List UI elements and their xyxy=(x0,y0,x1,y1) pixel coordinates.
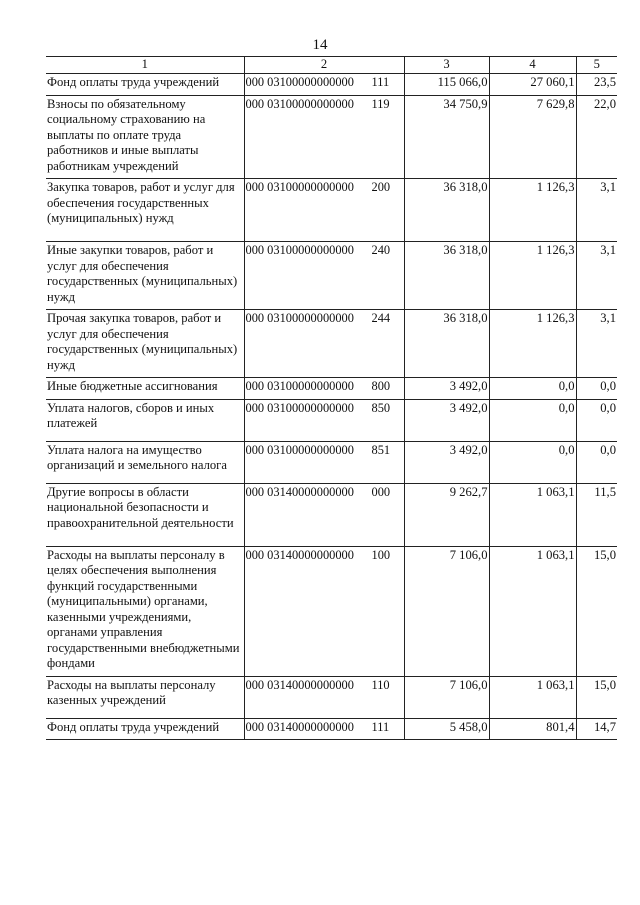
table-row xyxy=(46,378,617,400)
table-row xyxy=(46,718,617,740)
budget-code: 000 03140000000000 xyxy=(245,719,354,734)
expense-type-code: 800 xyxy=(371,379,391,393)
row-name-cell: Уплата налога на имущество организаций и земельного налога xyxy=(46,441,244,483)
row-percent-cell: 15,0 xyxy=(576,546,617,676)
column-header: 3 xyxy=(404,57,489,74)
table-row xyxy=(46,546,617,676)
row-name-cell: Расходы на выплаты персоналу казенных учреждений xyxy=(46,676,244,718)
row-code-cell xyxy=(244,74,404,96)
row-name-cell: Иные бюджетные ассигнования xyxy=(46,378,244,400)
row-plan-cell: 3 492,0 xyxy=(404,399,489,441)
budget-code: 000 03140000000000 xyxy=(245,484,354,499)
row-code-cell xyxy=(244,95,404,179)
table-row xyxy=(46,242,617,310)
row-code-cell xyxy=(244,546,404,676)
budget-code: 000 03100000000000 xyxy=(245,75,354,89)
row-fact-cell: 1 126,3 xyxy=(489,310,576,378)
table-row xyxy=(46,483,617,546)
budget-code: 000 03100000000000 xyxy=(245,311,354,325)
row-fact-cell: 1 126,3 xyxy=(489,242,576,310)
row-plan-cell: 3 492,0 xyxy=(404,441,489,483)
row-code-cell xyxy=(244,676,404,718)
row-plan-cell: 115 066,0 xyxy=(404,74,489,96)
row-name-cell: Закупка товаров, работ и услуг для обеспечения государственных (муниципальных) нужд xyxy=(46,179,244,242)
row-fact-cell: 1 126,3 xyxy=(489,179,576,242)
row-code-cell xyxy=(244,483,404,546)
row-percent-cell: 14,7 xyxy=(576,718,617,740)
row-percent-cell: 0,0 xyxy=(576,378,617,400)
row-percent-cell: 22,0 xyxy=(576,95,617,179)
row-fact-cell: 7 629,8 xyxy=(489,95,576,179)
expense-type-code: 000 xyxy=(371,484,391,499)
row-plan-cell: 3 492,0 xyxy=(404,378,489,400)
row-fact-cell: 0,0 xyxy=(489,441,576,483)
row-name-cell: Уплата налогов, сборов и иных платежей xyxy=(46,399,244,441)
expense-type-code: 111 xyxy=(371,719,390,734)
row-name-cell: Фонд оплаты труда учреждений xyxy=(46,74,244,96)
row-fact-cell: 27 060,1 xyxy=(489,74,576,96)
row-fact-cell: 1 063,1 xyxy=(489,546,576,676)
expense-type-code: 240 xyxy=(371,243,391,257)
row-percent-cell: 3,1 xyxy=(576,310,617,378)
table-row xyxy=(46,676,617,718)
budget-code: 000 03100000000000 xyxy=(245,400,354,415)
expense-type-code: 850 xyxy=(371,400,391,415)
expense-type-code: 200 xyxy=(371,180,391,194)
budget-code: 000 03140000000000 xyxy=(245,547,354,562)
table-row xyxy=(46,310,617,378)
page-number: 14 xyxy=(312,37,328,53)
expense-type-code: 244 xyxy=(371,311,391,325)
budget-code: 000 03100000000000 xyxy=(245,180,354,194)
row-percent-cell: 0,0 xyxy=(576,441,617,483)
row-percent-cell: 3,1 xyxy=(576,179,617,242)
row-fact-cell: 0,0 xyxy=(489,378,576,400)
table-row xyxy=(46,95,617,179)
budget-code: 000 03140000000000 xyxy=(245,677,354,692)
row-code-cell xyxy=(244,179,404,242)
table-row xyxy=(46,441,617,483)
row-code-cell xyxy=(244,242,404,310)
row-code-cell xyxy=(244,441,404,483)
column-header: 4 xyxy=(489,57,576,74)
budget-code: 000 03100000000000 xyxy=(245,379,354,393)
row-percent-cell: 3,1 xyxy=(576,242,617,310)
row-plan-cell: 36 318,0 xyxy=(404,179,489,242)
budget-table xyxy=(46,56,617,740)
row-plan-cell: 5 458,0 xyxy=(404,718,489,740)
row-code-cell xyxy=(244,718,404,740)
table-row xyxy=(46,399,617,441)
row-fact-cell: 801,4 xyxy=(489,718,576,740)
row-code-cell xyxy=(244,310,404,378)
row-name-cell: Взносы по обязательному социальному страхованию на выплаты по оплате труда работников и иные выплаты работникам учреждений xyxy=(46,95,244,179)
row-name-cell: Другие вопросы в области национальной безопасности и правоохранительной деятельности xyxy=(46,483,244,546)
expense-type-code: 100 xyxy=(371,547,391,562)
row-code-cell xyxy=(244,399,404,441)
row-plan-cell: 36 318,0 xyxy=(404,242,489,310)
table-row xyxy=(46,74,617,96)
row-percent-cell: 15,0 xyxy=(576,676,617,718)
row-name-cell: Иные закупки товаров, работ и услуг для обеспечения государственных (муниципальных) нужд xyxy=(46,242,244,310)
budget-code: 000 03100000000000 xyxy=(245,96,354,111)
expense-type-code: 851 xyxy=(371,442,391,457)
row-code-cell xyxy=(244,378,404,400)
row-percent-cell: 11,5 xyxy=(576,483,617,546)
column-header: 5 xyxy=(576,57,617,74)
row-plan-cell: 36 318,0 xyxy=(404,310,489,378)
column-header: 1 xyxy=(46,57,244,74)
row-plan-cell: 7 106,0 xyxy=(404,546,489,676)
row-fact-cell: 1 063,1 xyxy=(489,483,576,546)
row-name-cell: Расходы на выплаты персоналу в целях обеспечения выполнения функций государственными (муниципальными) органами, казенными учреждениями, органами управления государственными внебюджетными фондами xyxy=(46,546,244,676)
row-fact-cell: 1 063,1 xyxy=(489,676,576,718)
expense-type-code: 119 xyxy=(371,96,390,111)
row-fact-cell: 0,0 xyxy=(489,399,576,441)
row-name-cell: Фонд оплаты труда учреждений xyxy=(46,718,244,740)
table-header-row xyxy=(46,57,617,74)
column-header: 2 xyxy=(244,57,404,74)
row-plan-cell: 34 750,9 xyxy=(404,95,489,179)
expense-type-code: 110 xyxy=(371,677,390,692)
expense-type-code: 111 xyxy=(371,75,390,89)
row-plan-cell: 7 106,0 xyxy=(404,676,489,718)
budget-code: 000 03100000000000 xyxy=(245,243,354,257)
row-plan-cell: 9 262,7 xyxy=(404,483,489,546)
row-percent-cell: 23,5 xyxy=(576,74,617,96)
budget-code: 000 03100000000000 xyxy=(245,442,354,457)
row-percent-cell: 0,0 xyxy=(576,399,617,441)
table-row xyxy=(46,179,617,242)
row-name-cell: Прочая закупка товаров, работ и услуг для обеспечения государственных (муниципальных) нужд xyxy=(46,310,244,378)
